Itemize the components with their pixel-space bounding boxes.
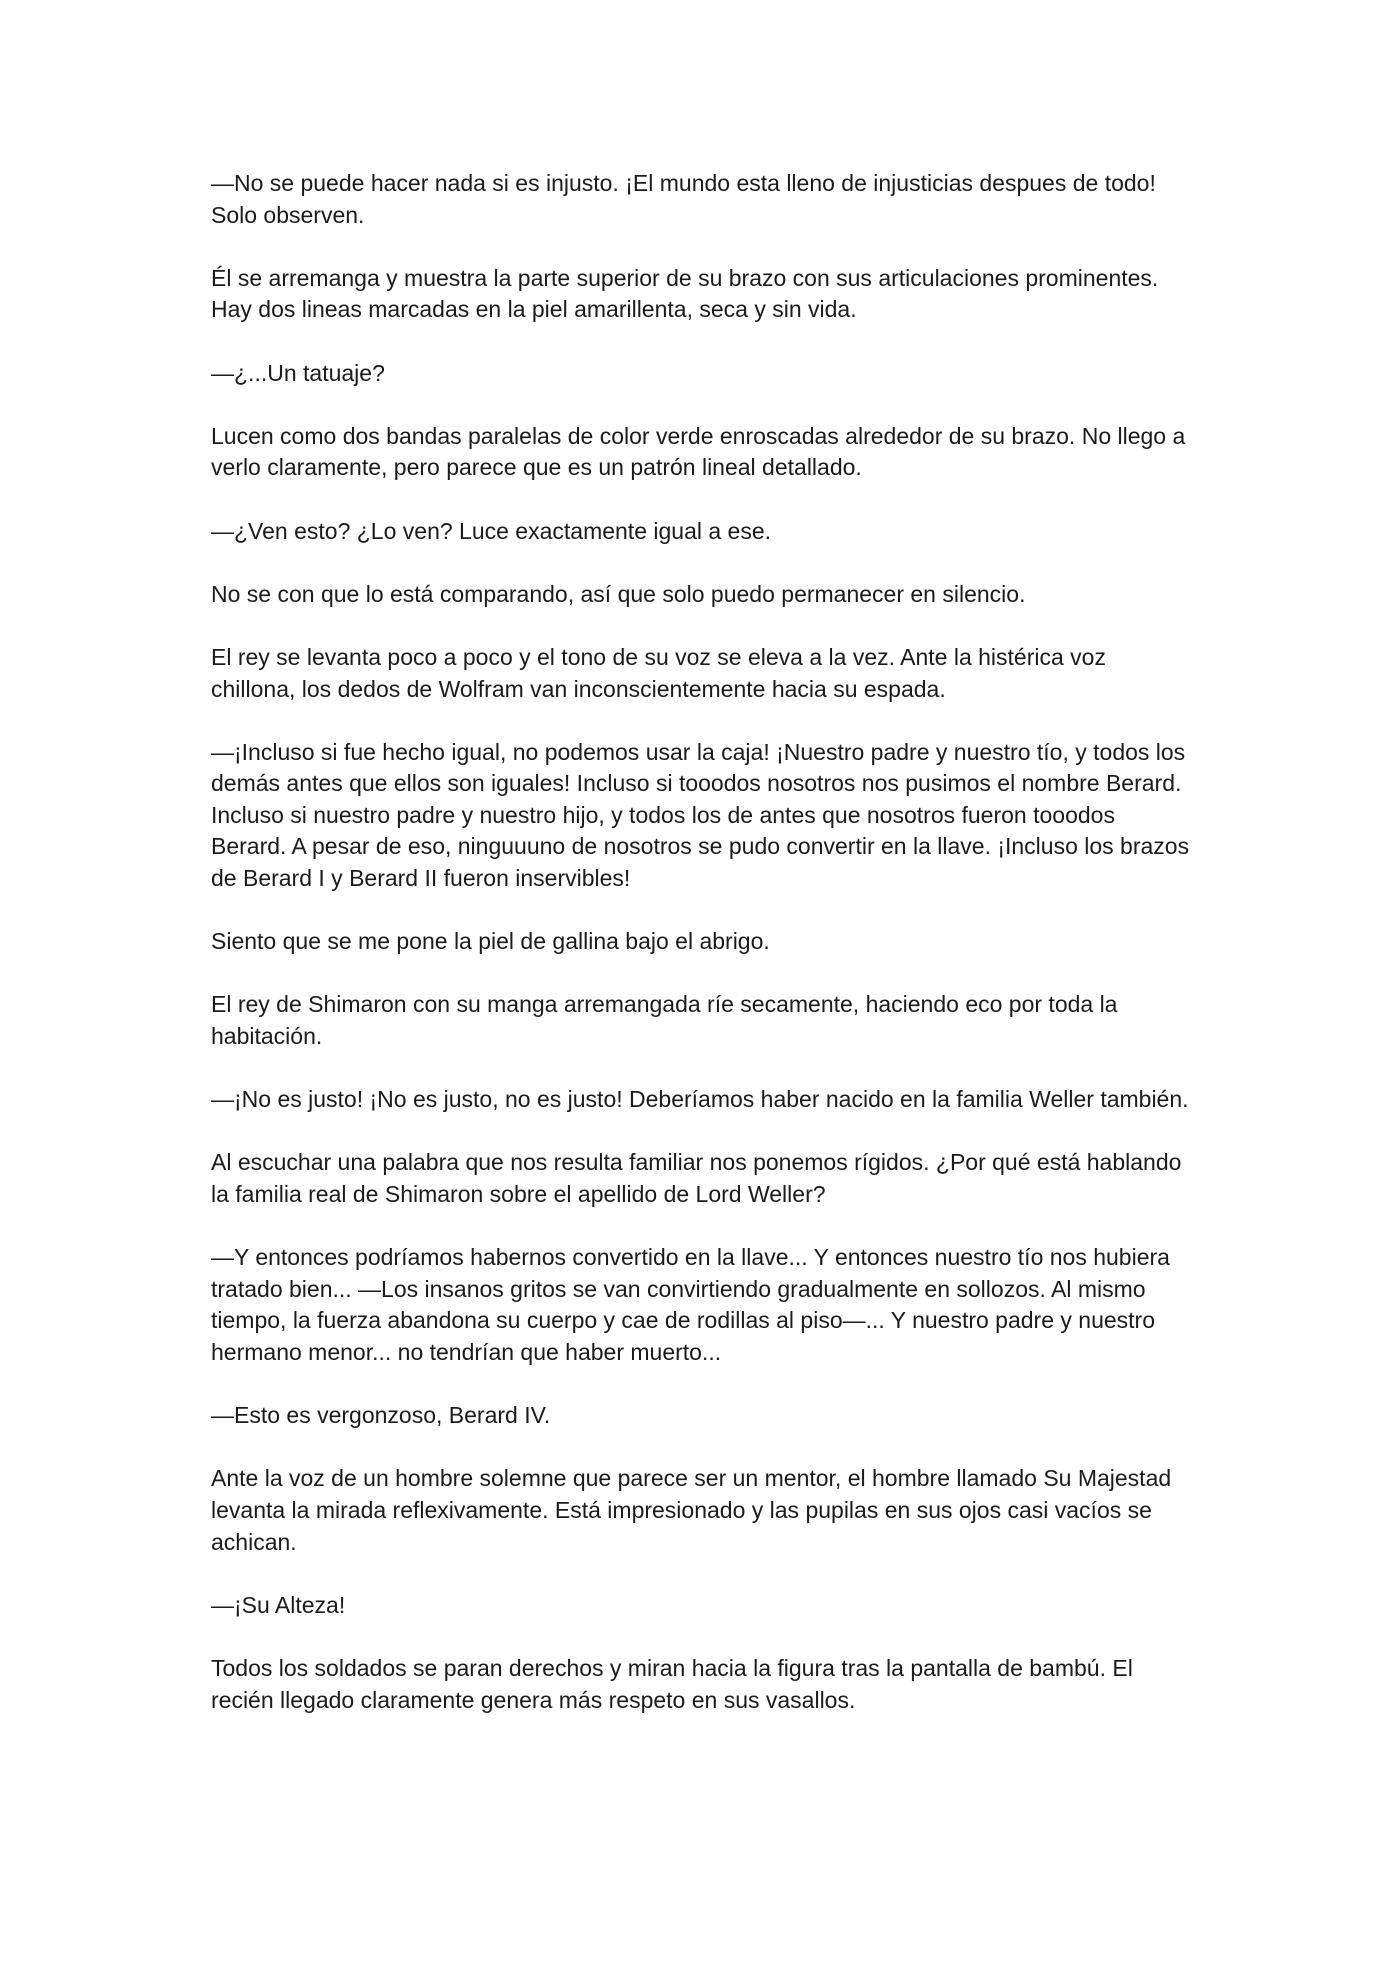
paragraph: —¡Su Alteza! — [211, 1591, 346, 1618]
paragraph: —Esto es vergonzoso, Berard IV. — [211, 1402, 551, 1429]
paragraph: Ante la voz de un hombre solemne que parece ser un mentor, el hombre llamado Su Majestad levanta la mirada reflexivamente. Está impresionado y las pupilas en sus ojos casi vacíos se achican. — [211, 1465, 1172, 1555]
paragraph: Lucen como dos bandas paralelas de color verde enroscadas alrededor de su brazo. No llego a verlo claramente, pero parece que es un patrón lineal detallado. — [211, 422, 1186, 481]
paragraph: El rey se levanta poco a poco y el tono de su voz se eleva a la vez. Ante la histérica voz chillona, los dedos de Wolfram van inconscientemente hacia su espada. — [211, 643, 1106, 702]
paragraph: —¡Incluso si fue hecho igual, no podemos usar la caja! ¡Nuestro padre y nuestro tío, y todos los demás antes que ellos son iguales! Incluso si tooodos nosotros nos pusimos el nombre Berard. Incluso si nuestro padre y nuestro hijo, y todos los de antes que nosotros fueron tooodos Berard. A pesar de eso, ninguuuno de nosotros se pudo convertir en la llave. ¡Incluso los brazos de Berard I y Berard II fueron inservibles! — [211, 738, 1190, 892]
paragraph: Al escuchar una palabra que nos resulta familiar nos ponemos rígidos. ¿Por qué está hablando la familia real de Shimaron sobre el apellido de Lord Weller? — [211, 1149, 1182, 1207]
body-text — [211, 168, 1196, 1748]
paragraph: —Y entonces podríamos habernos convertido en la llave... Y entonces nuestro tío nos hubiera tratado bien... —Los insanos gritos se van convirtiendo gradualmente en sollozos. Al mismo tiempo, la fuerza abandona su cuerpo y cae de rodillas al piso—... Y nuestro padre y nuestro hermano menor... no tendrían que haber muerto... — [211, 1244, 1170, 1365]
paragraph: Siento que se me pone la piel de gallina bajo el abrigo. — [211, 928, 770, 955]
paragraph: Todos los soldados se paran derechos y miran hacia la figura tras la pantalla de bambú. El recién llegado claramente genera más respeto en sus vasallos. — [211, 1654, 1133, 1713]
paragraph: —¡No es justo! ¡No es justo, no es justo! Deberíamos haber nacido en la familia Weller también. — [211, 1086, 1189, 1113]
paragraph: —¿Ven esto? ¿Lo ven? Luce exactamente igual a ese. — [211, 517, 772, 544]
paragraph: —No se puede hacer nada si es injusto. ¡El mundo esta lleno de injusticias despues de todo! Solo observen. — [211, 170, 1156, 228]
paragraph: Él se arremanga y muestra la parte superior de su brazo con sus articulaciones prominentes. Hay dos lineas marcadas en la piel amarillenta, seca y sin vida. — [211, 264, 1159, 323]
paragraph: No se con que lo está comparando, así que solo puedo permanecer en silencio. — [211, 580, 1026, 607]
paragraph: El rey de Shimaron con su manga arremangada ríe secamente, haciendo eco por toda la habitación. — [211, 991, 1118, 1050]
paragraph: —¿...Un tatuaje? — [211, 359, 385, 386]
